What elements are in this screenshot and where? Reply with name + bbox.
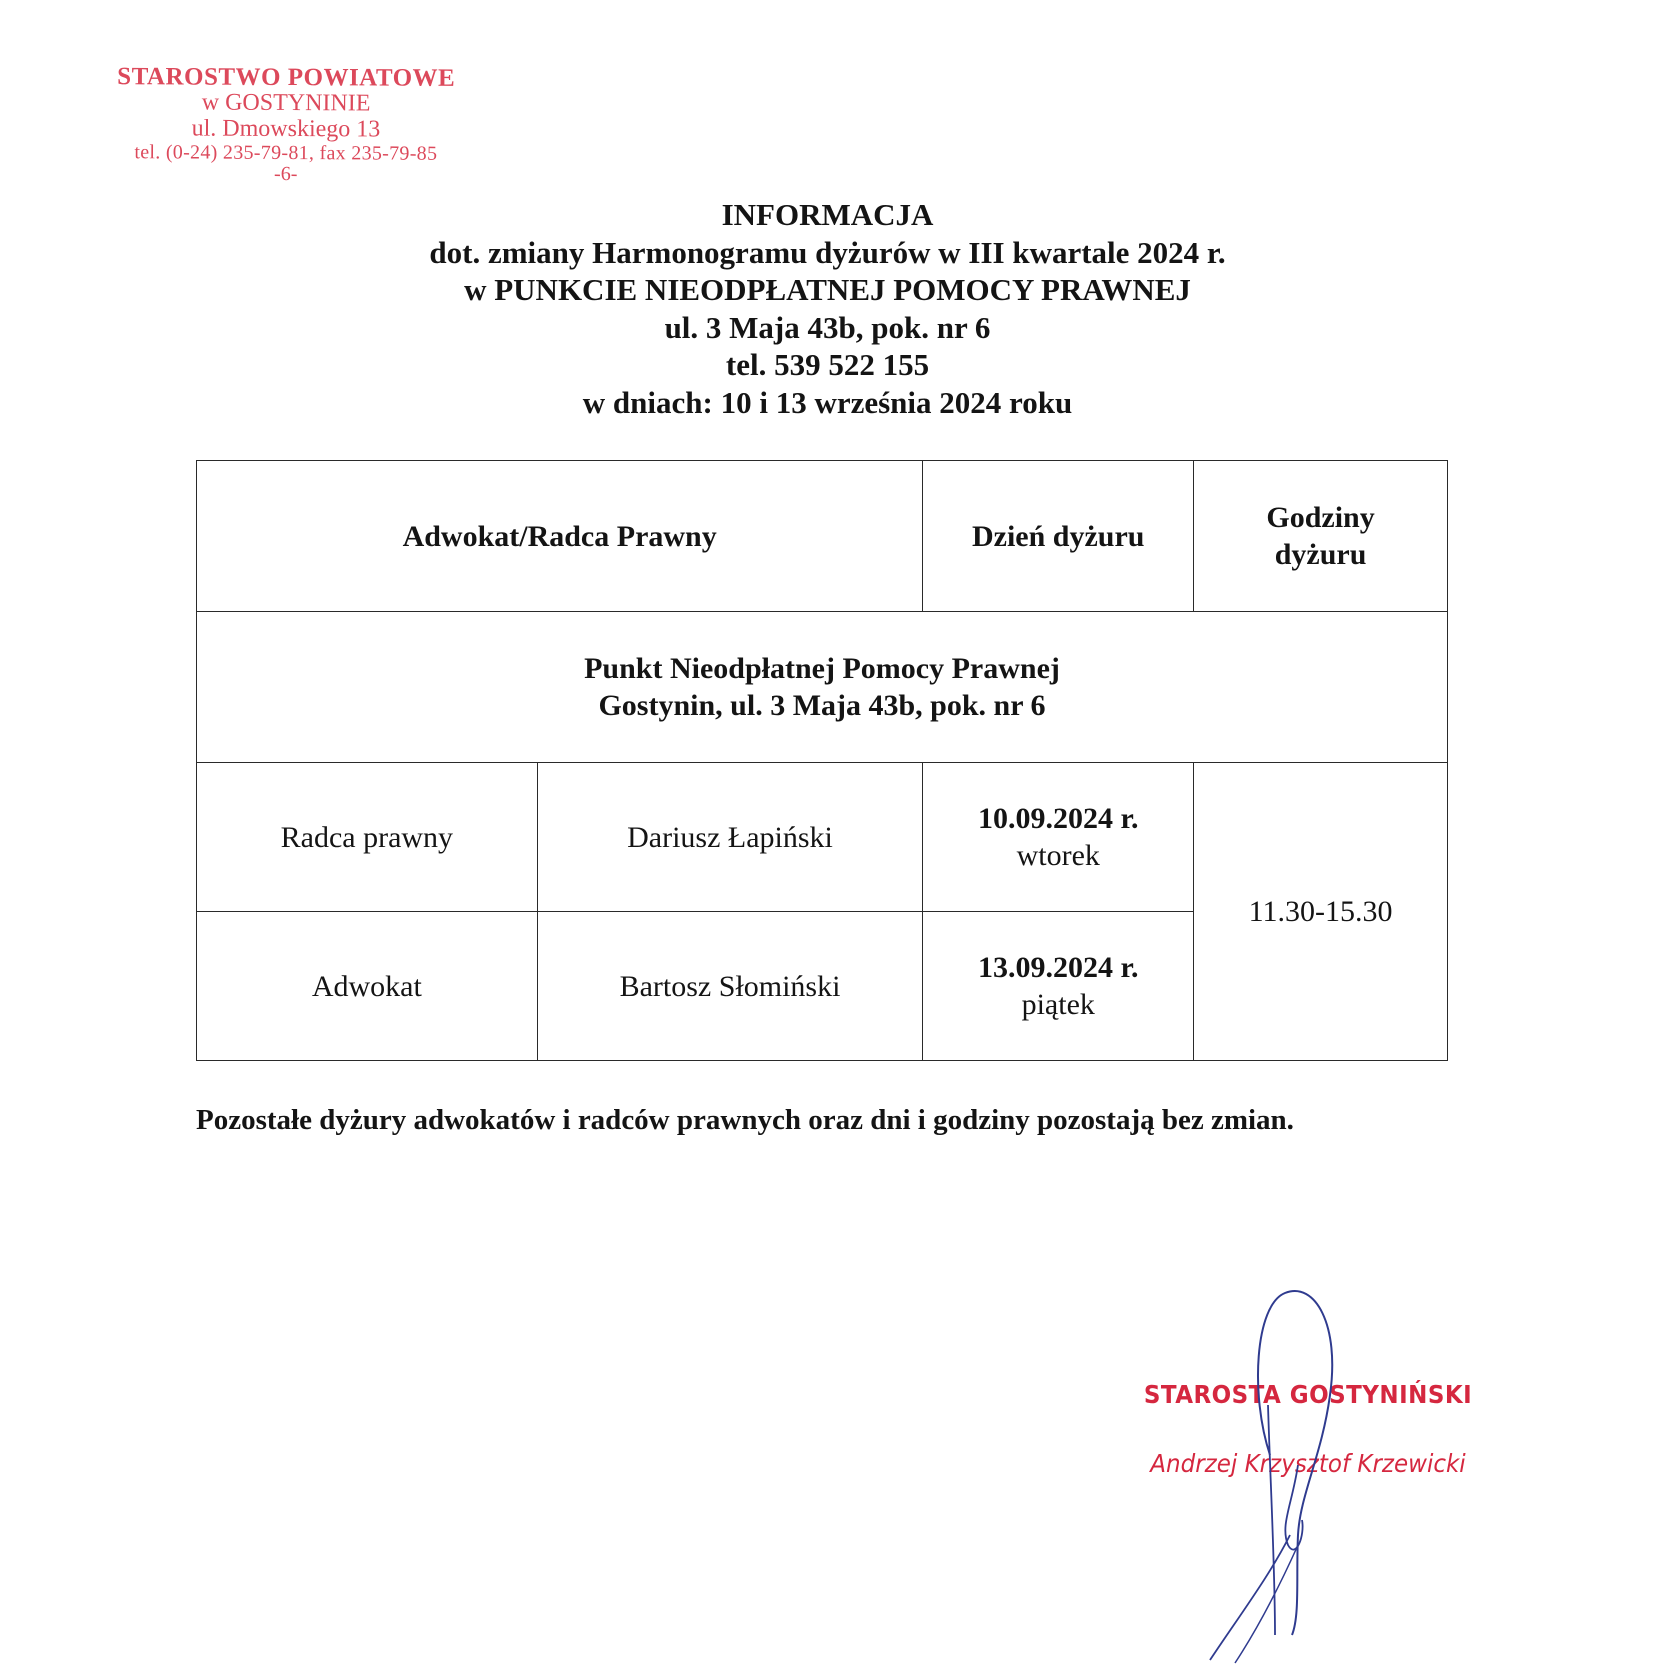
- heading-address: ul. 3 Maja 43b, pok. nr 6: [664, 309, 991, 345]
- hours-cell: 11.30-15.30: [1194, 763, 1448, 1061]
- row-day: [923, 912, 1194, 1061]
- row-date: 10.09.2024 r.: [977, 802, 1139, 835]
- row-role: Radca prawny: [197, 763, 538, 912]
- header-lawyer: Adwokat/Radca Prawny: [197, 461, 923, 612]
- stamp-line-3: ul. Dmowskiego 13: [191, 115, 381, 143]
- handwritten-signature: [1180, 1285, 1380, 1665]
- header-day: Dzień dyżuru: [923, 461, 1194, 612]
- duty-schedule-table: [196, 460, 1448, 1061]
- heading-subject: dot. zmiany Harmonogramu dyżurów w III kwartale 2024 r.: [429, 234, 1226, 270]
- header-hours-line-1: Godziny: [1266, 501, 1375, 534]
- header-hours: [1194, 461, 1448, 612]
- row-date: 13.09.2024 r.: [977, 951, 1139, 984]
- location-line-2: Gostynin, ul. 3 Maja 43b, pok. nr 6: [598, 689, 1046, 722]
- table-header-row: [197, 461, 1448, 612]
- row-weekday: wtorek: [1016, 839, 1100, 872]
- document-heading: [0, 196, 1655, 421]
- table-row: [197, 763, 1448, 912]
- stamp-line-2: w GOSTYNINIE: [201, 89, 371, 117]
- signatory-name: Andrzej Krzysztof Krzewicki: [1150, 1449, 1466, 1478]
- heading-phone: tel. 539 522 155: [725, 347, 930, 382]
- heading-office: w PUNKCIE NIEODPŁATNEJ POMOCY PRAWNEJ: [464, 272, 1191, 307]
- location-line-1: Punkt Nieodpłatnej Pomocy Prawnej: [584, 652, 1060, 685]
- header-hours-line-2: dyżuru: [1274, 538, 1367, 571]
- stamp-line-1: STAROSTWO POWIATOWE: [117, 63, 456, 92]
- stamp-line-4: tel. (0-24) 235-79-81, fax 235-79-85: [134, 141, 438, 165]
- row-role: Adwokat: [197, 912, 538, 1061]
- heading-dates: w dniach: 10 i 13 września 2024 roku: [582, 384, 1073, 420]
- signatory-title: STAROSTA GOSTYNIŃSKI: [1143, 1380, 1473, 1409]
- row-day: [923, 763, 1194, 912]
- row-name: Dariusz Łapiński: [537, 763, 923, 912]
- row-weekday: piątek: [1021, 988, 1095, 1021]
- location-row: [197, 612, 1448, 763]
- closing-note: Pozostałe dyżury adwokatów i radców prawnych oraz dni i godziny pozostają bez zmian.: [196, 1104, 1294, 1136]
- location-cell: [197, 612, 1448, 763]
- office-stamp: [96, 63, 477, 187]
- row-name: Bartosz Słomiński: [537, 912, 923, 1061]
- stamp-line-5: -6-: [274, 163, 298, 186]
- heading-title: INFORMACJA: [721, 197, 934, 232]
